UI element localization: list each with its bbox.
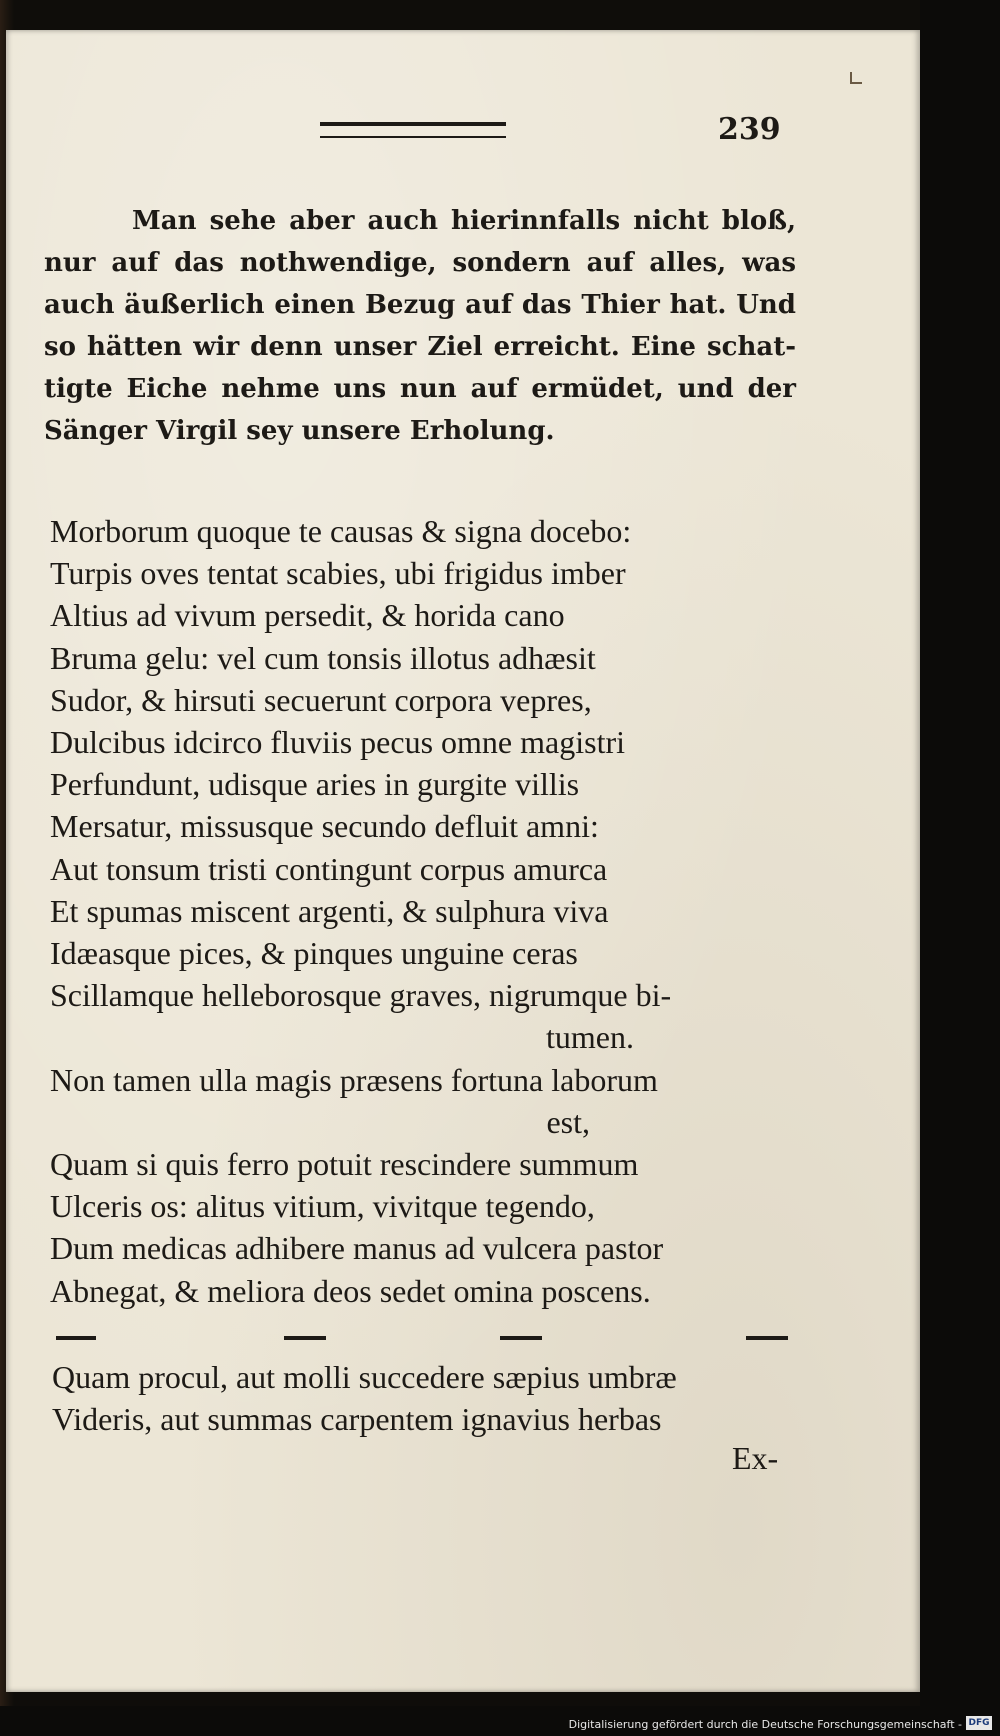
verse-line: Perfundunt, udisque aries in gurgite villis bbox=[50, 766, 580, 803]
verse-line: Scillamque helleborosque graves, nigrumque bi- bbox=[50, 977, 672, 1014]
verse-line: Quam si quis ferro potuit rescindere summum bbox=[50, 1146, 639, 1183]
header-ornament-rule bbox=[320, 122, 506, 138]
catchword: Ex- bbox=[732, 1440, 779, 1476]
section-separator-dashes bbox=[52, 1336, 788, 1342]
verse-line: Dulcibus idcirco fluviis pecus omne magistri bbox=[50, 724, 625, 761]
scan-background-edge bbox=[920, 0, 1000, 1736]
verse-line: Et spumas miscent argenti, & sulphura viva bbox=[50, 892, 609, 929]
latin-verse-block bbox=[50, 510, 790, 1312]
text-line: Man sehe aber auch hierinnfalls nicht bloß, bbox=[132, 206, 796, 236]
verse-line: Sudor, & hirsuti secuerunt corpora vepres, bbox=[50, 681, 592, 718]
verse-line: Dum medicas adhibere manus ad vulcera pastor bbox=[50, 1230, 664, 1267]
text-line: tigte Eiche nehme uns nun auf ermüdet, und der bbox=[44, 374, 796, 404]
verse-line: Videris, aut summas carpentem ignavius herbas bbox=[52, 1401, 662, 1438]
verse-line-continuation: tumen. bbox=[546, 1019, 634, 1056]
text-line: Sänger Virgil sey unsere Erholung. bbox=[44, 416, 555, 446]
corner-mark bbox=[850, 72, 862, 84]
verse-line: Morborum quoque te causas & signa docebo: bbox=[50, 513, 632, 549]
verse-line: Bruma gelu: vel cum tonsis illotus adhæsit bbox=[50, 639, 596, 676]
separator-dash bbox=[500, 1336, 542, 1340]
verse-line: Quam procul, aut molli succedere sæpius umbræ bbox=[52, 1359, 677, 1395]
separator-dash bbox=[56, 1336, 96, 1340]
page-number: 239 bbox=[718, 112, 781, 147]
verse-line: Ulceris os: alitus vitium, vivitque tegendo, bbox=[50, 1188, 595, 1225]
text-line: auch äußerlich einen Bezug auf das Thier hat. Und bbox=[44, 290, 796, 320]
separator-dash bbox=[284, 1336, 326, 1340]
verse-line: Non tamen ulla magis præsens fortuna laborum bbox=[50, 1061, 658, 1098]
text-line: so hätten wir denn unser Ziel erreicht. Eine schat- bbox=[44, 332, 796, 362]
dfg-logo-icon: DFG bbox=[966, 1716, 992, 1730]
text-line: nur auf das nothwendige, sondern auf alles, was bbox=[44, 248, 796, 278]
german-paragraph bbox=[44, 200, 796, 452]
verse-line: Idæasque pices, & pinques unguine ceras bbox=[50, 935, 578, 972]
verse-line: Aut tonsum tristi contingunt corpus amurca bbox=[50, 850, 608, 887]
verse-line-continuation: est, bbox=[546, 1103, 590, 1140]
verse-line: Turpis oves tentat scabies, ubi frigidus imber bbox=[50, 555, 626, 592]
verse-line: Mersatur, missusque secundo defluit amni: bbox=[50, 808, 599, 845]
separator-dash bbox=[746, 1336, 788, 1340]
verse-line: Abnegat, & meliora deos sedet omina poscens. bbox=[50, 1272, 651, 1309]
digitization-credit: Digitalisierung gefördert durch die Deutsche Forschungsgemeinschaft - bbox=[568, 1718, 962, 1731]
latin-verse-block-2 bbox=[52, 1356, 792, 1440]
verse-line: Altius ad vivum persedit, & horida cano bbox=[50, 597, 565, 634]
